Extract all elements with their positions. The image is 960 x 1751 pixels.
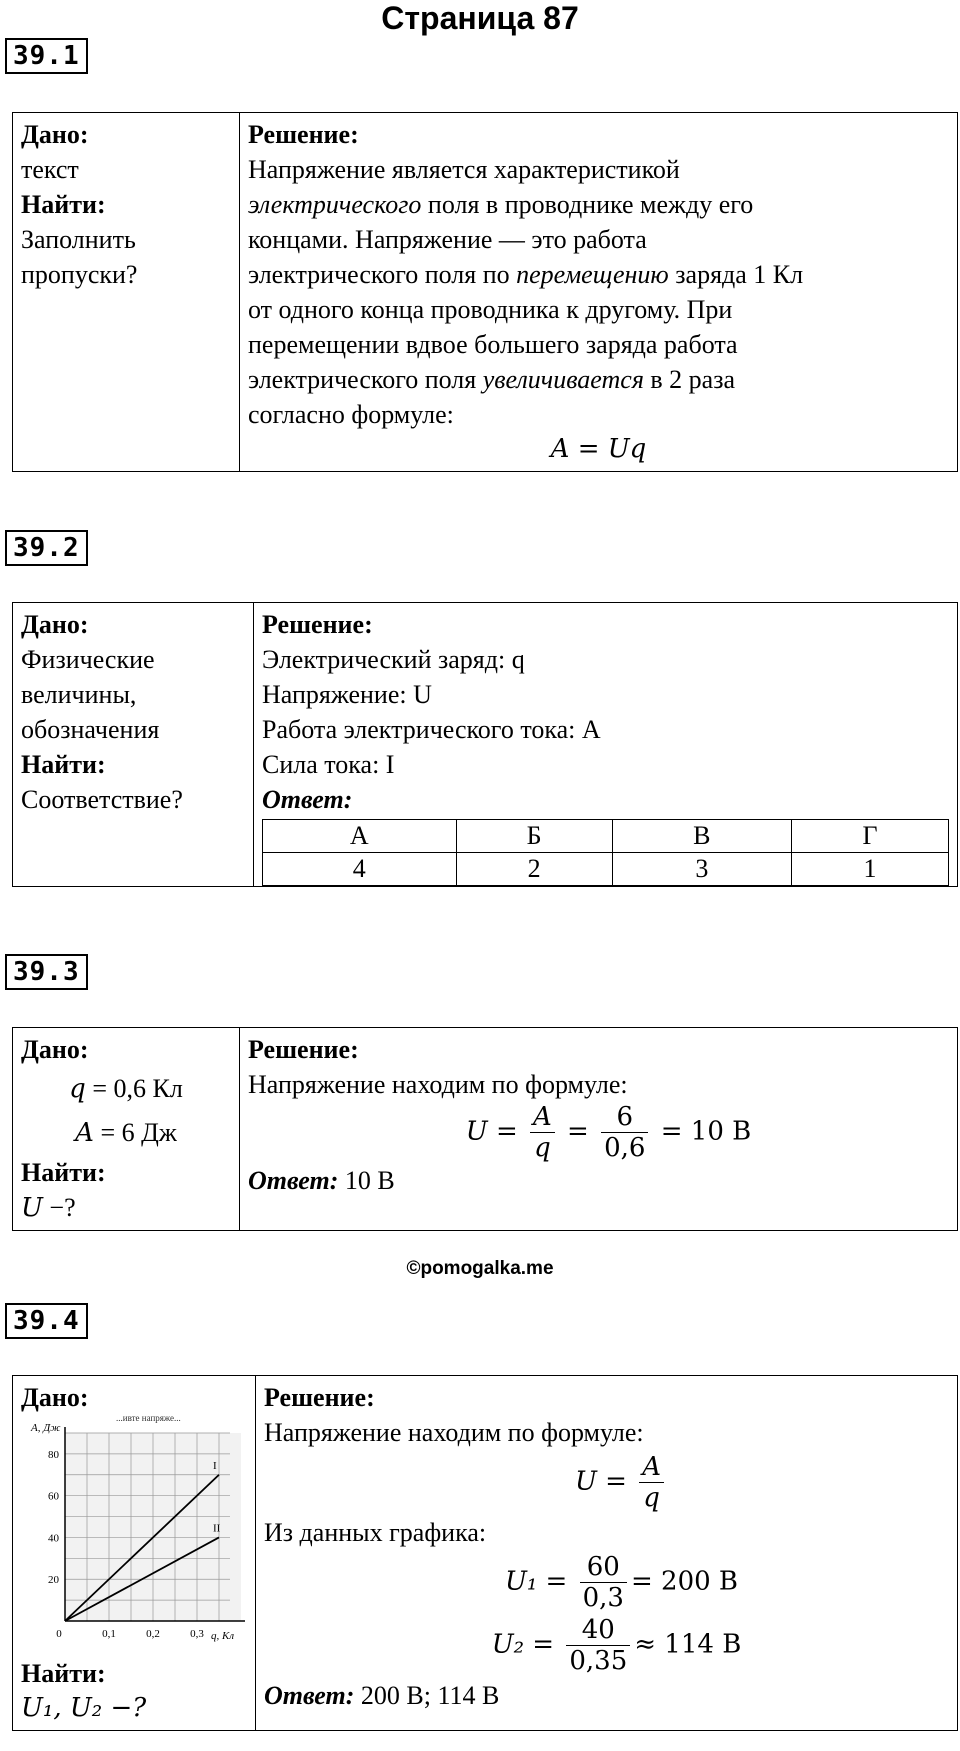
task-number-39-4: 39.4	[5, 1303, 88, 1339]
given-label: Дано:	[21, 120, 89, 149]
answer-value: 3	[612, 853, 792, 886]
numerator: 6	[616, 1102, 634, 1132]
value: = 0,6 Кл	[85, 1074, 183, 1103]
var: U	[465, 1116, 488, 1147]
text: заряда 1 Кл	[668, 260, 804, 289]
watermark: ©pomogalka.me	[406, 1258, 554, 1279]
solution-cell	[254, 603, 958, 887]
y-axis-label: A, Дж	[31, 1422, 61, 1434]
denominator: 0,35	[566, 1645, 630, 1676]
solution-line: Электрический заряд: q	[262, 645, 525, 674]
graph	[21, 1415, 247, 1647]
task-table-39-3	[12, 1027, 958, 1231]
answer-value: 1	[792, 853, 949, 886]
y-tick-label: 20	[48, 1574, 59, 1587]
formula: A = Uq	[550, 434, 647, 464]
answer-label: Ответ:	[264, 1681, 355, 1710]
solution-line: Напряжение находим по формуле:	[248, 1070, 628, 1099]
answer-value: 10 В	[338, 1166, 395, 1195]
given-label: Дано:	[21, 1383, 89, 1412]
given-label: Дано:	[21, 610, 89, 639]
var: q	[69, 1074, 86, 1104]
given-cell	[13, 113, 240, 472]
solution-label: Решение:	[248, 120, 359, 149]
solution-line: Напряжение: U	[262, 680, 432, 709]
numerator: A	[642, 1452, 662, 1482]
find-label: Найти:	[21, 750, 106, 779]
var: U₁	[504, 1566, 538, 1597]
given-text: Физические	[21, 645, 155, 674]
solution-line: Напряжение является характеристикой	[248, 155, 680, 184]
answer-header: А	[263, 820, 457, 853]
series-label: II	[213, 1522, 221, 1535]
solution-line: согласно формуле:	[248, 400, 454, 429]
given-text: текст	[21, 155, 79, 184]
find-text	[21, 1190, 231, 1226]
find-text: U₁, U₂ −?	[21, 1693, 147, 1723]
var: U	[574, 1466, 597, 1497]
blank-electric: электрического	[248, 190, 422, 219]
answer-line	[248, 1163, 949, 1198]
graph-header-fragment: ...ивте напряже...	[116, 1415, 181, 1423]
solution-label: Решение:	[248, 1035, 359, 1064]
denominator: 0,3	[580, 1582, 627, 1613]
var: A	[75, 1118, 94, 1148]
answer-value: 2	[456, 853, 612, 886]
solution-label: Решение:	[264, 1383, 375, 1412]
task-number-39-2: 39.2	[5, 530, 88, 566]
value: = 6 Дж	[93, 1118, 177, 1147]
solution-label: Решение:	[262, 610, 373, 639]
answer-header: Б	[456, 820, 612, 853]
fraction	[580, 1552, 627, 1613]
text: поля в проводнике между его	[421, 190, 754, 219]
formula-u2: U₂ = $\frac{40}{0,35}$ ≈ 114 В	[491, 1615, 742, 1676]
denominator: q	[530, 1132, 555, 1163]
solution-line: от одного конца проводника к другому. При	[248, 295, 733, 324]
given-cell	[13, 1028, 240, 1231]
numerator: 60	[586, 1552, 620, 1582]
task-number-39-3: 39.3	[5, 954, 88, 990]
answer-label: Ответ:	[248, 1166, 339, 1195]
text: электрического поля	[248, 365, 483, 394]
answer-label: Ответ:	[262, 785, 353, 814]
solution-line	[248, 187, 949, 222]
given-cell	[13, 1376, 256, 1731]
text: −?	[42, 1193, 76, 1222]
find-label: Найти:	[21, 1158, 106, 1187]
denominator: 0,6	[601, 1132, 648, 1163]
solution-line: концами. Напряжение — это работа	[248, 225, 647, 254]
x-tick-label: 0,3	[190, 1628, 204, 1640]
text: в 2 раза	[643, 365, 736, 394]
denominator: q	[639, 1482, 664, 1513]
solution-line	[248, 257, 949, 292]
result: = 200 В	[630, 1566, 739, 1597]
x-tick-label: 0,2	[146, 1628, 160, 1640]
answer-header: Г	[792, 820, 949, 853]
solution-line: Сила тока: I	[262, 750, 395, 779]
answer-value: 200 В; 114 В	[354, 1681, 500, 1710]
task-table-39-1	[12, 112, 958, 472]
x-axis-label: q, Кл	[211, 1630, 235, 1642]
fraction	[601, 1102, 648, 1163]
y-tick-label: 40	[48, 1532, 59, 1545]
x-tick-label: 0	[56, 1628, 62, 1640]
solution-line: Из данных графика:	[264, 1518, 487, 1547]
answer-header: В	[612, 820, 792, 853]
formula: U = $\frac{A}{q}$	[264, 1452, 949, 1513]
given-charge	[21, 1067, 231, 1111]
find-text: Заполнить пропуски?	[21, 225, 138, 289]
fraction	[530, 1102, 555, 1163]
find-label: Найти:	[21, 190, 106, 219]
page-title: Страница 87	[381, 0, 579, 36]
blank-movement: перемещению	[516, 260, 669, 289]
answer-value: 4	[263, 853, 457, 886]
fraction	[566, 1615, 630, 1676]
task-table-39-2	[12, 602, 958, 887]
solution-cell	[256, 1376, 958, 1731]
solution-line: Работа электрического тока: A	[262, 715, 601, 744]
text: электрического поля по	[248, 260, 517, 289]
solution-line: перемещении вдвое большего заряда работа	[248, 330, 738, 359]
y-tick-label: 60	[48, 1490, 59, 1503]
numerator: A	[533, 1102, 552, 1132]
given-text: обозначения	[21, 715, 160, 744]
given-work	[21, 1111, 231, 1155]
given-cell	[13, 603, 254, 887]
answer-table	[262, 819, 949, 886]
given-label: Дано:	[21, 1035, 89, 1064]
formula: U = $\frac{A}{q}$ = $\frac{6}{0,6}$ = 10 В	[465, 1102, 752, 1163]
task-number-39-1: 39.1	[5, 38, 88, 74]
var: U	[21, 1193, 43, 1223]
solution-cell	[240, 1028, 958, 1231]
x-tick-label: 0,1	[102, 1628, 116, 1640]
numerator: 40	[581, 1615, 615, 1645]
find-text: Соответствие?	[21, 785, 183, 814]
fraction	[639, 1452, 664, 1513]
result: = 10 В	[660, 1116, 752, 1147]
answer-line	[264, 1678, 949, 1713]
find-label: Найти:	[21, 1659, 106, 1688]
formula-u1: U₁ = $\frac{60}{0,3}$ = 200 В	[504, 1552, 739, 1613]
var: U₂	[491, 1629, 525, 1660]
blank-increases: увеличивается	[482, 365, 644, 394]
solution-cell	[240, 113, 958, 472]
task-table-39-4	[12, 1375, 958, 1731]
given-text: величины,	[21, 680, 137, 709]
y-tick-label: 80	[48, 1448, 59, 1461]
solution-line: Напряжение находим по формуле:	[264, 1418, 644, 1447]
result: ≈ 114 В	[634, 1629, 742, 1660]
series-label: I	[213, 1459, 217, 1472]
solution-line	[248, 362, 949, 397]
